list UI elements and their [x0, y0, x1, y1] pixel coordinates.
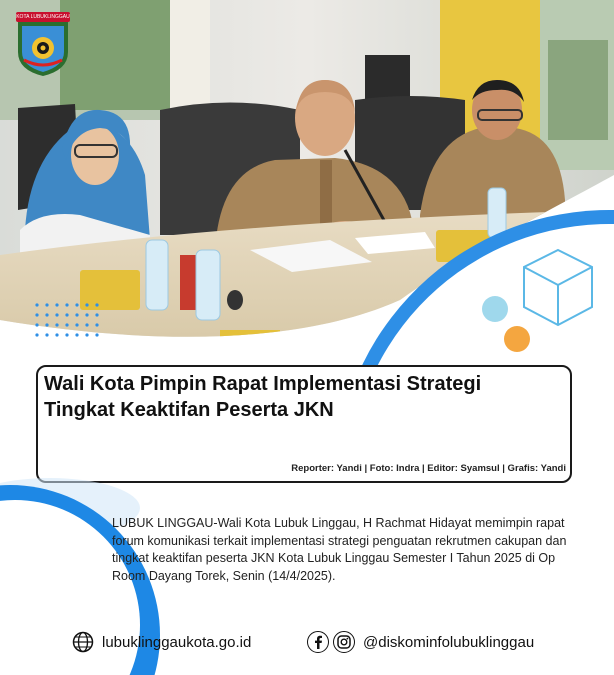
cube-icon — [520, 247, 596, 329]
facebook-icon[interactable] — [307, 631, 329, 653]
city-logo-caption-bar — [16, 12, 70, 22]
headline — [44, 371, 564, 423]
article-body: LUBUK LINGGAU-Wali Kota Lubuk Linggau, H Rachmat Hidayat memimpin rapat forum komunikasi terkait implementasi strategi penguatan rekrutmen cakupan dan tingkat keaktifan peserta JKN Kota Lubuk Linggau Semester I Tahun 2025 di Op Room Dayang Torek, Senin (14/4/2025). — [112, 516, 567, 583]
decorative-dots — [34, 302, 104, 342]
decorative-circle-cyan — [482, 296, 508, 322]
headline-line-1: Wali Kota Pimpin Rapat Implementasi Strategi — [44, 373, 482, 395]
credits-line: Reporter: Yandi | Foto: Indra | Editor: Syamsul | Grafis: Yandi — [291, 463, 566, 474]
headline-line-2: Tingkat Keaktifan Peserta JKN — [44, 399, 334, 421]
instagram-icon[interactable] — [333, 631, 355, 653]
social-handle-text: @diskominfolubuklinggau — [363, 633, 535, 651]
city-emblem-icon — [16, 22, 70, 76]
city-logo — [16, 12, 70, 76]
website-link[interactable] — [72, 631, 251, 653]
website-text: lubuklinggaukota.go.id — [102, 633, 252, 651]
social-handle[interactable] — [307, 631, 534, 653]
globe-icon — [72, 631, 94, 653]
decorative-circle-orange — [504, 326, 530, 352]
city-logo-caption: KOTA LUBUKLINGGAU — [16, 14, 70, 20]
